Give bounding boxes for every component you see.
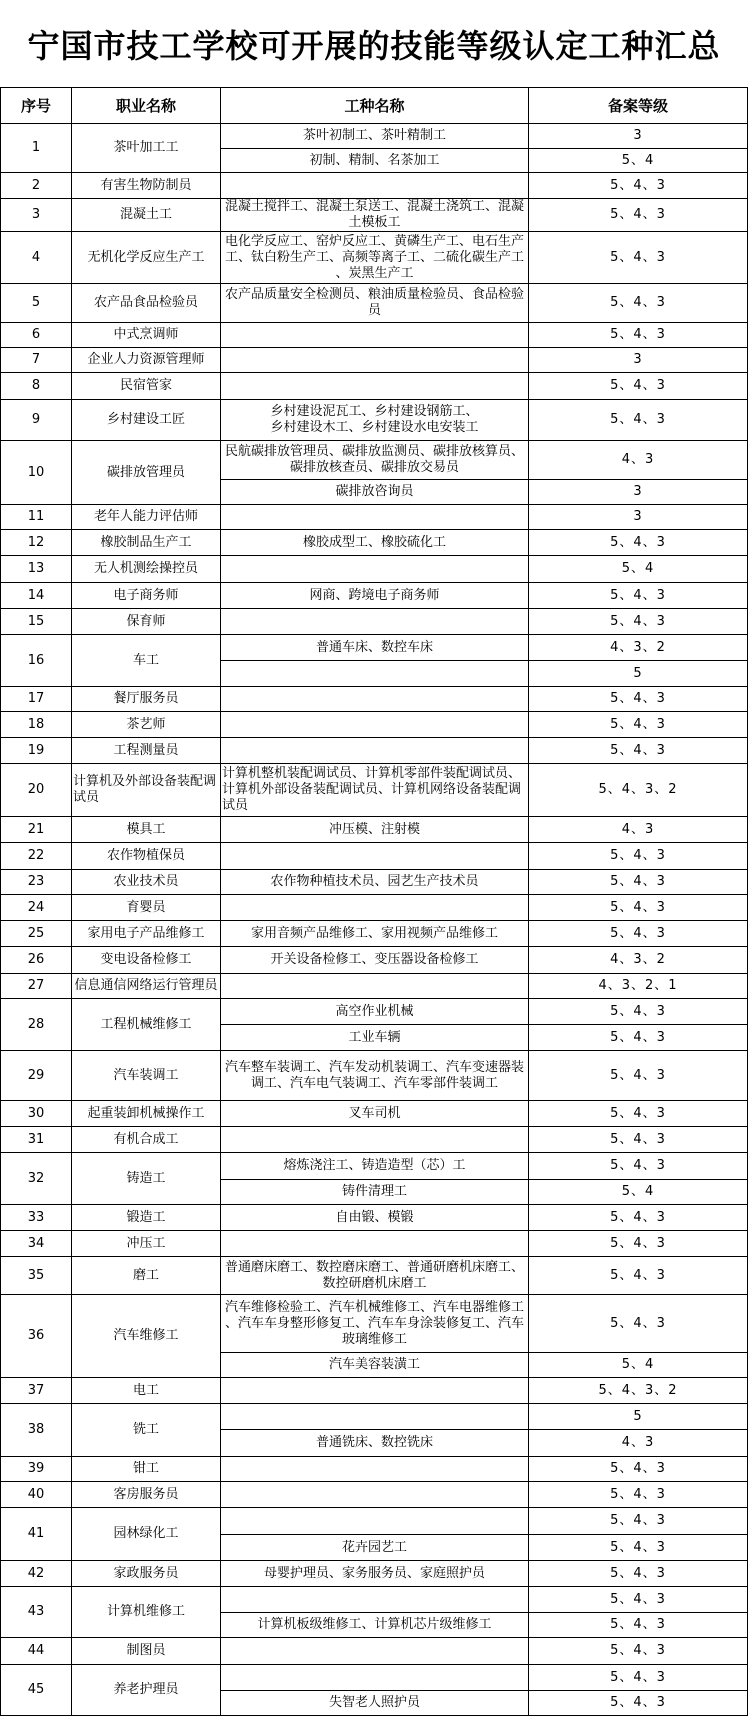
occupation-name-cell: 电工 <box>72 1378 221 1404</box>
serial-number-cell: 39 <box>1 1457 72 1482</box>
occupation-name-cell: 铸造工 <box>72 1153 221 1205</box>
filing-level-cell: 5、4、3 <box>529 530 748 556</box>
occupation-name-cell: 橡胶制品生产工 <box>72 530 221 556</box>
skill-level-summary-table <box>0 87 748 1716</box>
occupation-name-cell: 老年人能力评估师 <box>72 505 221 530</box>
filing-level-cell: 5、4、3 <box>529 921 748 947</box>
serial-number-cell: 9 <box>1 400 72 441</box>
filing-level-cell: 5、4、3 <box>529 373 748 400</box>
trade-name-cell: 橡胶成型工、橡胶硫化工 <box>221 530 529 556</box>
filing-level-cell: 5、4、3 <box>529 870 748 895</box>
occupation-name-cell: 碳排放管理员 <box>72 441 221 505</box>
trade-name-cell <box>221 1378 529 1404</box>
table-row <box>1 441 748 480</box>
serial-number-cell: 15 <box>1 609 72 635</box>
table-row <box>1 817 748 843</box>
occupation-name-cell: 农产品食品检验员 <box>72 284 221 323</box>
occupation-name-cell: 园林绿化工 <box>72 1508 221 1561</box>
trade-name-cell <box>221 556 529 583</box>
trade-name-cell <box>221 1231 529 1257</box>
serial-number-cell: 40 <box>1 1482 72 1508</box>
trade-name-cell: 农作物种植技术员、园艺生产技术员 <box>221 870 529 895</box>
table-row <box>1 1231 748 1257</box>
serial-number-cell: 30 <box>1 1101 72 1127</box>
table-row <box>1 1101 748 1127</box>
serial-number-cell: 32 <box>1 1153 72 1205</box>
trade-name-cell <box>221 1665 529 1691</box>
occupation-name-cell: 钳工 <box>72 1457 221 1482</box>
trade-name-cell <box>221 1457 529 1482</box>
serial-number-cell: 2 <box>1 173 72 199</box>
filing-level-cell: 4、3 <box>529 1430 748 1457</box>
serial-number-cell: 27 <box>1 974 72 999</box>
trade-name-cell: 初制、精制、名茶加工 <box>221 149 529 173</box>
trade-name-cell <box>221 173 529 199</box>
filing-level-cell: 5、4、3 <box>529 1153 748 1180</box>
filing-level-cell: 5、4、3、2 <box>529 1378 748 1404</box>
filing-level-cell: 5、4、3、2 <box>529 764 748 817</box>
occupation-name-cell: 农业技术员 <box>72 870 221 895</box>
serial-number-cell: 19 <box>1 738 72 764</box>
serial-number-cell: 45 <box>1 1665 72 1716</box>
serial-number-cell: 36 <box>1 1295 72 1378</box>
occupation-name-cell: 家用电子产品维修工 <box>72 921 221 947</box>
filing-level-cell: 5、4、3 <box>529 284 748 323</box>
filing-level-cell: 5、4、3 <box>529 583 748 609</box>
trade-name-cell <box>221 974 529 999</box>
table-row <box>1 1257 748 1295</box>
occupation-name-cell: 计算机维修工 <box>72 1587 221 1638</box>
occupation-name-cell: 信息通信网络运行管理员 <box>72 974 221 999</box>
trade-name-cell: 自由锻、模锻 <box>221 1205 529 1231</box>
trade-name-cell <box>221 661 529 687</box>
serial-number-cell: 28 <box>1 999 72 1051</box>
filing-level-cell: 5、4、3 <box>529 1535 748 1561</box>
serial-number-cell: 14 <box>1 583 72 609</box>
table-row <box>1 974 748 999</box>
filing-level-cell: 5、4、3 <box>529 1457 748 1482</box>
trade-name-cell: 碳排放咨询员 <box>221 480 529 505</box>
filing-level-cell: 5、4、3 <box>529 400 748 441</box>
trade-name-cell: 开关设备检修工、变压器设备检修工 <box>221 947 529 974</box>
table-row <box>1 1665 748 1691</box>
trade-name-cell: 网商、跨境电子商务师 <box>221 583 529 609</box>
serial-number-cell: 5 <box>1 284 72 323</box>
filing-level-cell: 4、3、2 <box>529 635 748 661</box>
table-row <box>1 843 748 870</box>
trade-name-cell: 普通磨床磨工、数控磨床磨工、普通研磨机床磨工、数控研磨机床磨工 <box>221 1257 529 1295</box>
occupation-name-cell: 模具工 <box>72 817 221 843</box>
filing-level-cell: 5、4、3 <box>529 1051 748 1101</box>
trade-name-cell <box>221 1404 529 1430</box>
occupation-name-cell: 养老护理员 <box>72 1665 221 1716</box>
table-row <box>1 999 748 1025</box>
table-row <box>1 1457 748 1482</box>
filing-level-cell: 5、4、3 <box>529 895 748 921</box>
serial-number-cell: 13 <box>1 556 72 583</box>
table-row <box>1 323 748 348</box>
table-row <box>1 687 748 712</box>
serial-number-cell: 44 <box>1 1638 72 1665</box>
serial-number-cell: 21 <box>1 817 72 843</box>
filing-level-cell: 5、4、3 <box>529 712 748 738</box>
serial-number-cell: 29 <box>1 1051 72 1101</box>
filing-level-cell: 3 <box>529 505 748 530</box>
filing-level-cell: 4、3 <box>529 441 748 480</box>
trade-name-cell: 电化学反应工、窑炉反应工、黄磷生产工、电石生产工、钛白粉生产工、高频等离子工、二硫化碳生产工、炭黑生产工 <box>221 232 529 284</box>
filing-level-cell: 5 <box>529 661 748 687</box>
trade-name-cell <box>221 1638 529 1665</box>
occupation-name-cell: 汽车装调工 <box>72 1051 221 1101</box>
occupation-name-cell: 企业人力资源管理师 <box>72 348 221 373</box>
filing-level-cell: 5、4、3 <box>529 173 748 199</box>
table-row <box>1 870 748 895</box>
trade-name-cell <box>221 712 529 738</box>
occupation-name-cell: 混凝土工 <box>72 199 221 232</box>
filing-level-cell: 5、4、3 <box>529 999 748 1025</box>
filing-level-cell: 5、4、3 <box>529 1587 748 1613</box>
serial-number-cell: 41 <box>1 1508 72 1561</box>
serial-number-cell: 3 <box>1 199 72 232</box>
filing-level-cell: 5、4、3 <box>529 687 748 712</box>
filing-level-cell: 5、4、3 <box>529 1231 748 1257</box>
table-row <box>1 1127 748 1153</box>
table-row <box>1 1482 748 1508</box>
trade-name-cell: 民航碳排放管理员、碳排放监测员、碳排放核算员、碳排放核查员、碳排放交易员 <box>221 441 529 480</box>
serial-number-cell: 31 <box>1 1127 72 1153</box>
serial-number-cell: 23 <box>1 870 72 895</box>
serial-number-cell: 43 <box>1 1587 72 1638</box>
filing-level-cell: 4、3、2、1 <box>529 974 748 999</box>
serial-number-cell: 38 <box>1 1404 72 1457</box>
trade-name-cell <box>221 348 529 373</box>
table-row <box>1 1404 748 1430</box>
trade-name-cell: 家用音频产品维修工、家用视频产品维修工 <box>221 921 529 947</box>
filing-level-cell: 5、4、3 <box>529 323 748 348</box>
trade-name-cell <box>221 1127 529 1153</box>
filing-level-cell: 5、4、3 <box>529 738 748 764</box>
table-row <box>1 1508 748 1535</box>
occupation-name-cell: 客房服务员 <box>72 1482 221 1508</box>
trade-name-cell: 乡村建设泥瓦工、乡村建设钢筋工、 乡村建设木工、乡村建设水电安装工 <box>221 400 529 441</box>
trade-name-cell: 叉车司机 <box>221 1101 529 1127</box>
occupation-name-cell: 制图员 <box>72 1638 221 1665</box>
trade-name-cell <box>221 1482 529 1508</box>
serial-number-cell: 42 <box>1 1561 72 1587</box>
table-row <box>1 1051 748 1101</box>
occupation-name-cell: 保育师 <box>72 609 221 635</box>
filing-level-cell: 5、4、3 <box>529 843 748 870</box>
table-header-row <box>1 88 748 124</box>
serial-number-cell: 17 <box>1 687 72 712</box>
trade-name-cell: 计算机板级维修工、计算机芯片级维修工 <box>221 1613 529 1638</box>
occupation-name-cell: 中式烹调师 <box>72 323 221 348</box>
trade-name-cell: 失智老人照护员 <box>221 1691 529 1716</box>
serial-number-cell: 1 <box>1 124 72 173</box>
occupation-name-cell: 冲压工 <box>72 1231 221 1257</box>
serial-number-cell: 33 <box>1 1205 72 1231</box>
occupation-name-cell: 锻造工 <box>72 1205 221 1231</box>
trade-name-cell <box>221 738 529 764</box>
filing-level-cell: 3 <box>529 480 748 505</box>
table-row <box>1 609 748 635</box>
table-row <box>1 530 748 556</box>
filing-level-cell: 5 <box>529 1404 748 1430</box>
trade-name-cell: 熔炼浇注工、铸造造型（芯）工 <box>221 1153 529 1180</box>
trade-name-cell <box>221 843 529 870</box>
table-row <box>1 173 748 199</box>
trade-name-cell <box>221 1508 529 1535</box>
occupation-name-cell: 变电设备检修工 <box>72 947 221 974</box>
trade-name-cell: 冲压模、注射模 <box>221 817 529 843</box>
occupation-name-cell: 无机化学反应生产工 <box>72 232 221 284</box>
filing-level-cell: 5、4、3 <box>529 1508 748 1535</box>
filing-level-cell: 5、4、3 <box>529 1665 748 1691</box>
filing-level-cell: 5、4 <box>529 556 748 583</box>
occupation-name-cell: 车工 <box>72 635 221 687</box>
occupation-name-cell: 铣工 <box>72 1404 221 1457</box>
filing-level-cell: 5、4、3 <box>529 1295 748 1353</box>
filing-level-cell: 5、4、3 <box>529 1127 748 1153</box>
table-row <box>1 400 748 441</box>
filing-level-cell: 5、4 <box>529 1353 748 1378</box>
table-row <box>1 199 748 232</box>
table-row <box>1 1205 748 1231</box>
table-row <box>1 583 748 609</box>
table-row <box>1 1587 748 1613</box>
serial-number-cell: 10 <box>1 441 72 505</box>
serial-number-cell: 6 <box>1 323 72 348</box>
trade-name-cell <box>221 323 529 348</box>
occupation-name-cell: 汽车维修工 <box>72 1295 221 1378</box>
occupation-name-cell: 工程测量员 <box>72 738 221 764</box>
filing-level-cell: 5、4、3 <box>529 609 748 635</box>
filing-level-cell: 5、4、3 <box>529 232 748 284</box>
filing-level-cell: 5、4、3 <box>529 1613 748 1638</box>
trade-name-cell: 普通铣床、数控铣床 <box>221 1430 529 1457</box>
occupation-name-cell: 有害生物防制员 <box>72 173 221 199</box>
trade-name-cell: 茶叶初制工、茶叶精制工 <box>221 124 529 149</box>
occupation-name-cell: 工程机械维修工 <box>72 999 221 1051</box>
trade-name-cell <box>221 609 529 635</box>
filing-level-cell: 5、4、3 <box>529 1205 748 1231</box>
trade-name-cell <box>221 373 529 400</box>
table-row <box>1 284 748 323</box>
serial-number-cell: 25 <box>1 921 72 947</box>
occupation-name-cell: 无人机测绘操控员 <box>72 556 221 583</box>
table-row <box>1 921 748 947</box>
filing-level-cell: 5、4、3 <box>529 1691 748 1716</box>
filing-level-cell: 5、4、3 <box>529 1638 748 1665</box>
occupation-name-cell: 磨工 <box>72 1257 221 1295</box>
serial-number-cell: 4 <box>1 232 72 284</box>
trade-name-cell <box>221 687 529 712</box>
serial-number-cell: 24 <box>1 895 72 921</box>
occupation-name-cell: 起重装卸机械操作工 <box>72 1101 221 1127</box>
serial-number-cell: 7 <box>1 348 72 373</box>
serial-number-cell: 34 <box>1 1231 72 1257</box>
header-serial-number: 序号 <box>1 88 72 124</box>
serial-number-cell: 16 <box>1 635 72 687</box>
serial-number-cell: 12 <box>1 530 72 556</box>
filing-level-cell: 5、4 <box>529 1180 748 1205</box>
table-row <box>1 348 748 373</box>
trade-name-cell: 混凝土搅拌工、混凝土泵送工、混凝土浇筑工、混凝土模板工 <box>221 199 529 232</box>
trade-name-cell: 汽车维修检验工、汽车机械维修工、汽车电器维修工、汽车车身整形修复工、汽车车身涂装修复工、汽车玻璃维修工 <box>221 1295 529 1353</box>
table-row <box>1 1153 748 1180</box>
trade-name-cell <box>221 505 529 530</box>
filing-level-cell: 5、4、3 <box>529 1482 748 1508</box>
trade-name-cell: 铸件清理工 <box>221 1180 529 1205</box>
occupation-name-cell: 乡村建设工匠 <box>72 400 221 441</box>
occupation-name-cell: 计算机及外部设备装配调试员 <box>72 764 221 817</box>
serial-number-cell: 20 <box>1 764 72 817</box>
table-row <box>1 373 748 400</box>
table-row <box>1 1638 748 1665</box>
trade-name-cell: 花卉园艺工 <box>221 1535 529 1561</box>
occupation-name-cell: 民宿管家 <box>72 373 221 400</box>
filing-level-cell: 4、3 <box>529 817 748 843</box>
serial-number-cell: 37 <box>1 1378 72 1404</box>
occupation-name-cell: 电子商务师 <box>72 583 221 609</box>
table-row <box>1 947 748 974</box>
filing-level-cell: 5、4、3 <box>529 199 748 232</box>
table-body <box>1 124 748 1716</box>
trade-name-cell: 汽车美容装潢工 <box>221 1353 529 1378</box>
header-trade-name: 工种名称 <box>221 88 529 124</box>
serial-number-cell: 11 <box>1 505 72 530</box>
table-row <box>1 764 748 817</box>
table-row <box>1 505 748 530</box>
serial-number-cell: 8 <box>1 373 72 400</box>
filing-level-cell: 5、4、3 <box>529 1561 748 1587</box>
occupation-name-cell: 农作物植保员 <box>72 843 221 870</box>
occupation-name-cell: 家政服务员 <box>72 1561 221 1587</box>
page-title: 宁国市技工学校可开展的技能等级认定工种汇总 <box>27 27 721 65</box>
header-filing-level: 备案等级 <box>529 88 748 124</box>
trade-name-cell: 普通车床、数控车床 <box>221 635 529 661</box>
table-row <box>1 738 748 764</box>
header-occupation-name: 职业名称 <box>72 88 221 124</box>
serial-number-cell: 22 <box>1 843 72 870</box>
filing-level-cell: 4、3、2 <box>529 947 748 974</box>
table-row <box>1 1378 748 1404</box>
table-row <box>1 124 748 149</box>
occupation-name-cell: 茶叶加工工 <box>72 124 221 173</box>
serial-number-cell: 26 <box>1 947 72 974</box>
trade-name-cell <box>221 1587 529 1613</box>
serial-number-cell: 35 <box>1 1257 72 1295</box>
serial-number-cell: 18 <box>1 712 72 738</box>
table-row <box>1 635 748 661</box>
table-row <box>1 712 748 738</box>
table-row <box>1 895 748 921</box>
occupation-name-cell: 育婴员 <box>72 895 221 921</box>
trade-name-cell: 工业车辆 <box>221 1025 529 1051</box>
trade-name-cell: 高空作业机械 <box>221 999 529 1025</box>
filing-level-cell: 5、4、3 <box>529 1025 748 1051</box>
trade-name-cell: 汽车整车装调工、汽车发动机装调工、汽车变速器装调工、汽车电气装调工、汽车零部件装调工 <box>221 1051 529 1101</box>
filing-level-cell: 3 <box>529 348 748 373</box>
trade-name-cell: 农产品质量安全检测员、粮油质量检验员、食品检验员 <box>221 284 529 323</box>
trade-name-cell <box>221 895 529 921</box>
trade-name-cell: 母婴护理员、家务服务员、家庭照护员 <box>221 1561 529 1587</box>
table-row <box>1 556 748 583</box>
table-row <box>1 1295 748 1353</box>
filing-level-cell: 5、4、3 <box>529 1101 748 1127</box>
filing-level-cell: 5、4、3 <box>529 1257 748 1295</box>
filing-level-cell: 5、4 <box>529 149 748 173</box>
trade-name-cell: 计算机整机装配调试员、计算机零部件装配调试员、计算机外部设备装配调试员、计算机网络设备装配调试员 <box>221 764 529 817</box>
occupation-name-cell: 餐厅服务员 <box>72 687 221 712</box>
table-row <box>1 1561 748 1587</box>
table-row <box>1 232 748 284</box>
occupation-name-cell: 茶艺师 <box>72 712 221 738</box>
occupation-name-cell: 有机合成工 <box>72 1127 221 1153</box>
filing-level-cell: 3 <box>529 124 748 149</box>
